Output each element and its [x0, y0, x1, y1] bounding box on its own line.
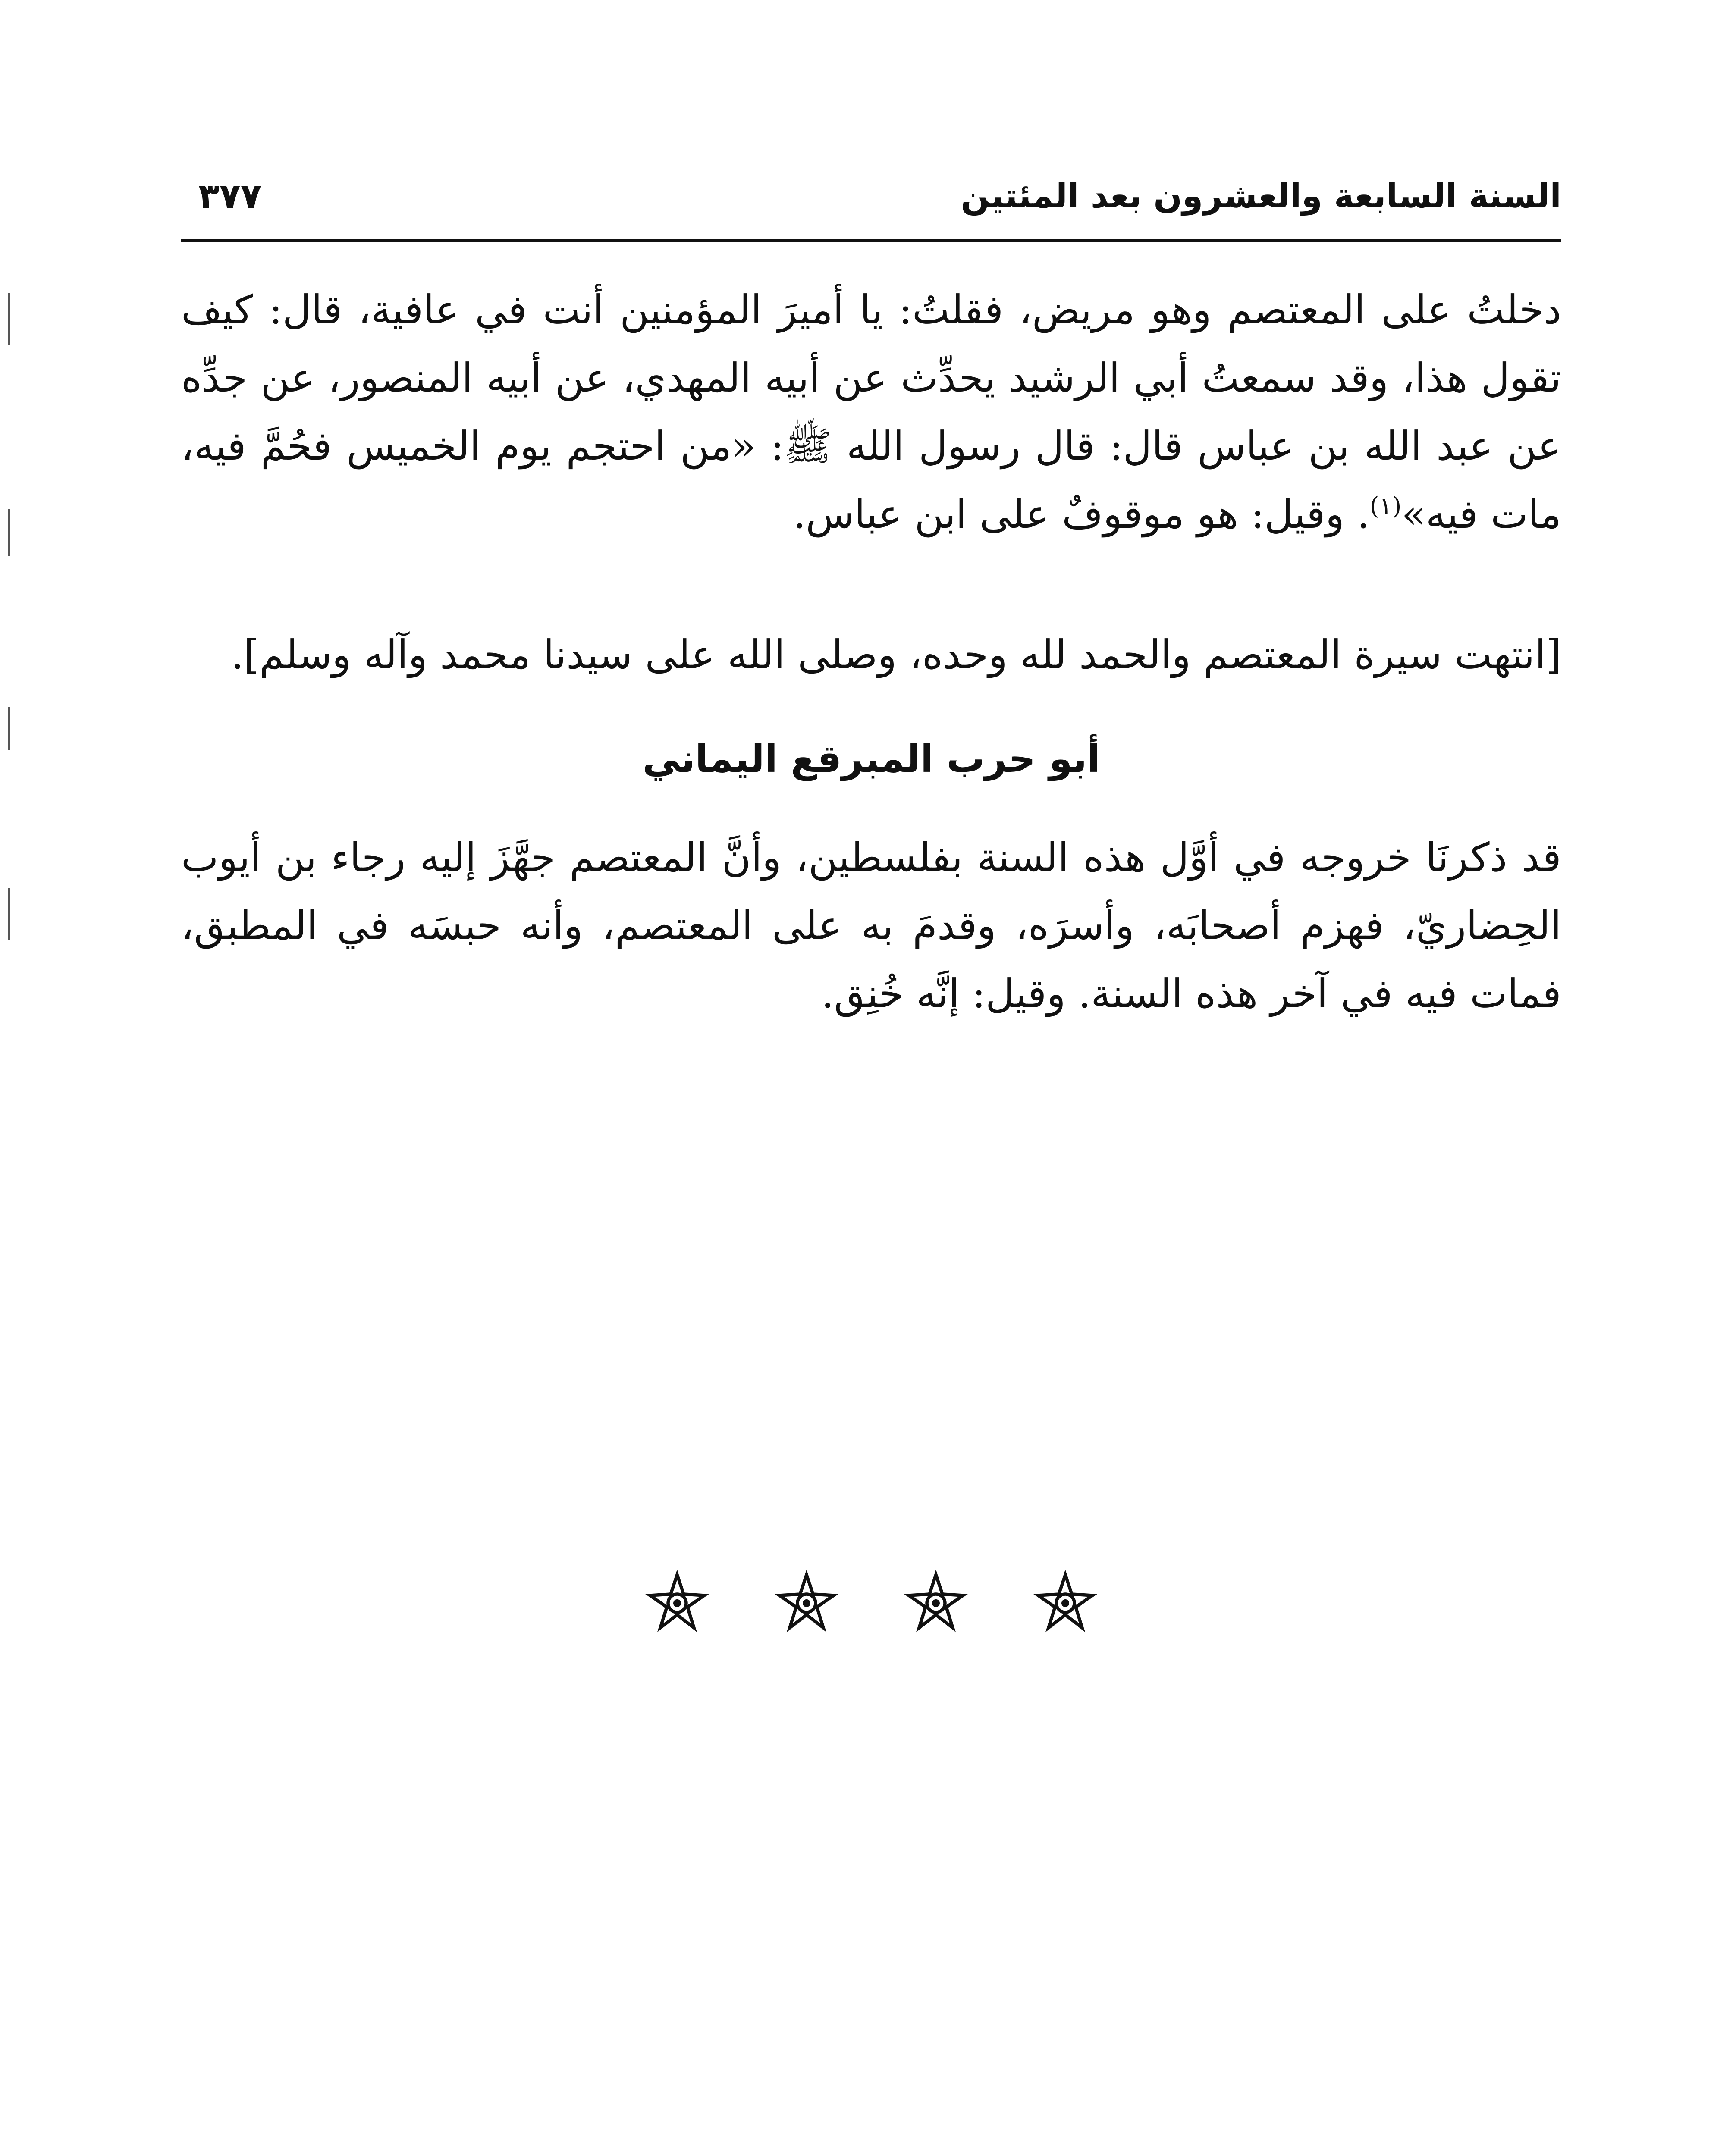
header-rule	[181, 239, 1561, 242]
body-paragraph-2: [انتهت سيرة المعتصم والحمد لله وحده، وصلى الله على سيدنا محمد وآله وسلم].	[231, 632, 1561, 678]
paragraph-1-tail: . وقيل: هو موقوفٌ على ابن عباس.	[793, 491, 1370, 537]
running-header	[181, 164, 1561, 229]
section-heading: أبو حرب المبرقع اليماني	[642, 736, 1100, 781]
flower-ornament-icon	[774, 1570, 839, 1634]
footnote-reference: (١)	[1369, 492, 1402, 520]
ornament-divider	[181, 1570, 1561, 1634]
flower-ornament-icon	[904, 1570, 968, 1634]
paragraph-1-text: دخلتُ على المعتصم وهو مريض، فقلتُ: يا أميرَ المؤمنين أنت في عافية، قال: كيف تقول هذا، وقد سمعتُ أبي الرشيد يحدِّث عن أبيه المهدي، عن أبيه المنصور، عن جدِّه عن عبد الله بن عباس قال: قال رسول الله ﷺ: «من احتجم يوم الخميس فحُمَّ فيه، مات فيه»	[181, 287, 1562, 537]
body-paragraph-3: قد ذكرنَا خروجه في أوَّل هذه السنة بفلسطين، وأنَّ المعتصم جهَّزَ إليه رجاء بن أيوب الحِضاريّ، فهزم أصحابَه، وأسرَه، وقدمَ به على المعتصم، وأنه حبسَه في المطبق، فمات فيه في آخر هذه السنة. وقيل: إنَّه خُنِق.	[181, 834, 1561, 1017]
running-title: السنة السابعة والعشرون بعد المئتين	[961, 177, 1561, 216]
flower-ornament-icon	[1033, 1570, 1098, 1634]
flower-ornament-icon	[645, 1570, 709, 1634]
body-paragraph-1	[181, 276, 1561, 548]
scan-artifact	[8, 707, 10, 750]
scan-artifact	[8, 293, 10, 345]
scan-artifact	[8, 888, 10, 940]
page-number: ٣٧٧	[198, 176, 262, 216]
scan-artifact	[8, 509, 10, 556]
